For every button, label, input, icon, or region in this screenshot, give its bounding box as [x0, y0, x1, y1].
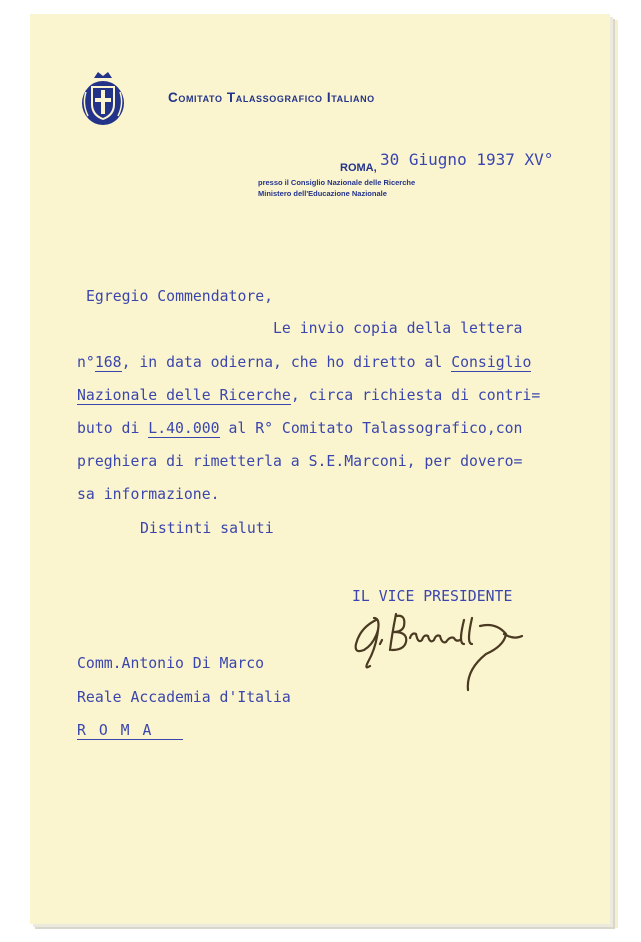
body-text: sa informazione.	[77, 486, 220, 503]
body-line-5	[77, 453, 522, 470]
letterhead-sub-line-1: presso il Consiglio Nazionale delle Ricerche	[258, 178, 416, 187]
body-text: buto di	[77, 420, 149, 437]
letter-number: 168	[94, 354, 122, 371]
amount: L.40.000	[148, 420, 220, 437]
closing: Distinti saluti	[140, 520, 274, 537]
body-text: Le invio copia della lettera	[273, 320, 523, 337]
body-text: , circa richiesta di contri=	[290, 387, 541, 404]
place-label: ROMA,	[340, 162, 377, 174]
body-text: preghiera di rimetterla a S.E.Marconi, per doverо=	[77, 453, 523, 470]
savoy-crest-icon	[80, 70, 126, 128]
body-line-3	[77, 387, 540, 404]
organization-name: Comitato Talassografico Italiano	[168, 90, 375, 105]
letterhead-sub-line-2: Ministero dell'Educazione Nazionale	[258, 189, 387, 198]
underlined-text: Nazionale delle Ricerche	[77, 387, 291, 404]
salutation: Egregio Commendatore,	[86, 288, 274, 305]
body-text: , in data odierna, che ho diretto al	[121, 354, 452, 371]
body-text: al R° Comitato Talassografico,con	[219, 420, 523, 437]
body-line-4	[77, 420, 522, 437]
letter-date: 30 Giugno 1937 XV°	[380, 150, 554, 169]
recipient-city	[77, 722, 183, 739]
handwritten-signature	[346, 600, 546, 695]
body-line-2	[77, 354, 531, 371]
signer-title: IL VICE PRESIDENTE	[352, 588, 513, 605]
underlined-text: Consiglio	[451, 354, 532, 371]
body-text: n°	[77, 354, 95, 371]
body-line-6	[77, 486, 220, 503]
recipient-city-text: R O M A	[77, 722, 183, 740]
recipient-institution: Reale Accademia d'Italia	[77, 689, 291, 706]
recipient-name: Comm.Antonio Di Marco	[77, 655, 265, 672]
body-line-1	[273, 320, 522, 337]
